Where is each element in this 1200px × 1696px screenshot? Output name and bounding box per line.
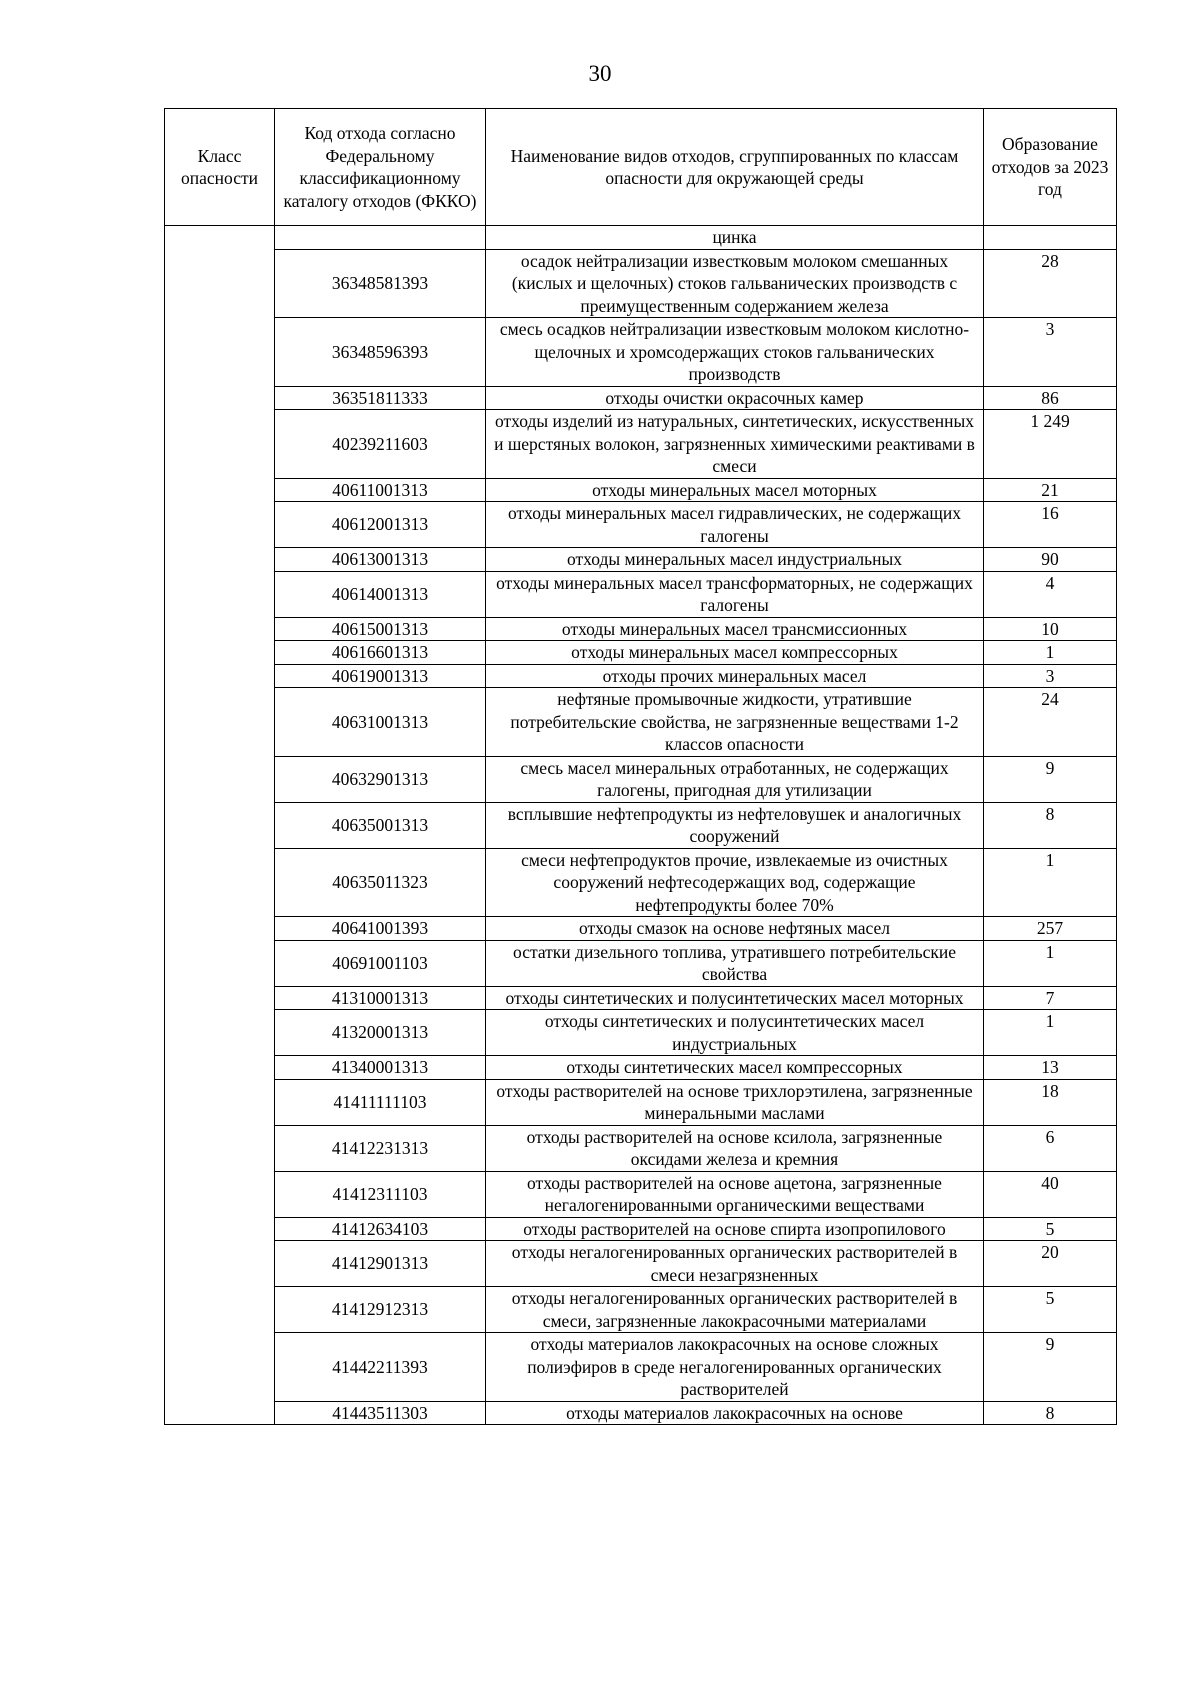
waste-code-cell: 40613001313 <box>275 548 486 572</box>
waste-quantity-cell: 28 <box>984 249 1117 318</box>
waste-quantity-cell: 24 <box>984 688 1117 757</box>
waste-code-cell <box>275 226 486 250</box>
waste-quantity-cell: 1 <box>984 848 1117 917</box>
waste-name-cell: отходы минеральных масел гидравлических, не содержащих галогены <box>486 502 984 548</box>
waste-code-cell: 36348581393 <box>275 249 486 318</box>
waste-name-cell: отходы очистки окрасочных камер <box>486 386 984 410</box>
waste-name-cell: смеси нефтепродуктов прочие, извлекаемые из очистных сооружений нефтесодержащих вод, содержащие нефтепродукты более 70% <box>486 848 984 917</box>
waste-quantity-cell <box>984 226 1117 250</box>
waste-quantity-cell: 257 <box>984 917 1117 941</box>
waste-name-cell: отходы минеральных масел моторных <box>486 478 984 502</box>
waste-quantity-cell: 16 <box>984 502 1117 548</box>
waste-quantity-cell: 3 <box>984 664 1117 688</box>
waste-quantity-cell: 18 <box>984 1079 1117 1125</box>
waste-code-cell: 40691001103 <box>275 940 486 986</box>
waste-name-cell: отходы синтетических и полусинтетических масел индустриальных <box>486 1010 984 1056</box>
waste-name-cell: отходы смазок на основе нефтяных масел <box>486 917 984 941</box>
waste-quantity-cell: 21 <box>984 478 1117 502</box>
waste-code-cell: 41340001313 <box>275 1056 486 1080</box>
waste-code-cell: 41320001313 <box>275 1010 486 1056</box>
table-body <box>165 226 1117 1425</box>
table-row <box>165 917 1117 941</box>
table-row <box>165 1241 1117 1287</box>
header-hazard-class: Класс опасности <box>165 109 275 226</box>
waste-quantity-cell: 86 <box>984 386 1117 410</box>
waste-name-cell: отходы прочих минеральных масел <box>486 664 984 688</box>
table-row <box>165 641 1117 665</box>
waste-name-cell: цинка <box>486 226 984 250</box>
waste-code-cell: 40615001313 <box>275 617 486 641</box>
waste-quantity-cell: 10 <box>984 617 1117 641</box>
table-row <box>165 1401 1117 1425</box>
waste-quantity-cell: 1 249 <box>984 410 1117 479</box>
waste-name-cell: смесь масел минеральных отработанных, не содержащих галогены, пригодная для утилизации <box>486 756 984 802</box>
waste-name-cell: смесь осадков нейтрализации известковым молоком кислотно-щелочных и хромсодержащих стоков гальванических производств <box>486 318 984 387</box>
waste-name-cell: отходы материалов лакокрасочных на основе <box>486 1401 984 1425</box>
waste-name-cell: отходы минеральных масел трансформаторных, не содержащих галогены <box>486 571 984 617</box>
table-row <box>165 478 1117 502</box>
table-row <box>165 548 1117 572</box>
waste-code-cell: 40616601313 <box>275 641 486 665</box>
waste-code-cell: 40635011323 <box>275 848 486 917</box>
waste-quantity-cell: 5 <box>984 1287 1117 1333</box>
waste-code-cell: 41412901313 <box>275 1241 486 1287</box>
waste-code-cell: 41412231313 <box>275 1125 486 1171</box>
waste-quantity-cell: 8 <box>984 802 1117 848</box>
waste-code-cell: 40619001313 <box>275 664 486 688</box>
waste-code-cell: 41443511303 <box>275 1401 486 1425</box>
waste-name-cell: остатки дизельного топлива, утратившего потребительские свойства <box>486 940 984 986</box>
waste-name-cell: отходы растворителей на основе ацетона, загрязненные негалогенированными органическими веществами <box>486 1171 984 1217</box>
waste-name-cell: отходы синтетических масел компрессорных <box>486 1056 984 1080</box>
table-row <box>165 688 1117 757</box>
table-header-row <box>165 109 1117 226</box>
waste-name-cell: отходы материалов лакокрасочных на основе сложных полиэфиров в среде негалогенированных органических растворителей <box>486 1333 984 1402</box>
table-row <box>165 756 1117 802</box>
table-row <box>165 502 1117 548</box>
waste-quantity-cell: 7 <box>984 986 1117 1010</box>
table-row <box>165 386 1117 410</box>
table-row <box>165 1079 1117 1125</box>
waste-name-cell: всплывшие нефтепродукты из нефтеловушек и аналогичных сооружений <box>486 802 984 848</box>
waste-quantity-cell: 1 <box>984 1010 1117 1056</box>
waste-name-cell: отходы растворителей на основе спирта изопропилового <box>486 1217 984 1241</box>
waste-code-cell: 40239211603 <box>275 410 486 479</box>
table-row <box>165 1056 1117 1080</box>
waste-name-cell: отходы минеральных масел трансмиссионных <box>486 617 984 641</box>
waste-code-cell: 40641001393 <box>275 917 486 941</box>
table-row <box>165 1217 1117 1241</box>
waste-code-cell: 40635001313 <box>275 802 486 848</box>
waste-code-cell: 41442211393 <box>275 1333 486 1402</box>
waste-quantity-cell: 8 <box>984 1401 1117 1425</box>
waste-code-cell: 40631001313 <box>275 688 486 757</box>
table-row <box>165 226 1117 250</box>
table-row <box>165 1171 1117 1217</box>
waste-name-cell: отходы растворителей на основе трихлорэтилена, загрязненные минеральными маслами <box>486 1079 984 1125</box>
table-row <box>165 1287 1117 1333</box>
waste-name-cell: отходы негалогенированных органических растворителей в смеси незагрязненных <box>486 1241 984 1287</box>
table-row <box>165 664 1117 688</box>
waste-quantity-cell: 20 <box>984 1241 1117 1287</box>
waste-code-cell: 41310001313 <box>275 986 486 1010</box>
waste-name-cell: отходы изделий из натуральных, синтетических, искусственных и шерстяных волокон, загрязненных химическими реактивами в смеси <box>486 410 984 479</box>
waste-name-cell: отходы синтетических и полусинтетических масел моторных <box>486 986 984 1010</box>
waste-name-cell: отходы негалогенированных органических растворителей в смеси, загрязненные лакокрасочными материалами <box>486 1287 984 1333</box>
waste-code-cell: 40614001313 <box>275 571 486 617</box>
header-waste-name: Наименование видов отходов, сгруппированных по классам опасности для окружающей среды <box>486 109 984 226</box>
waste-quantity-cell: 1 <box>984 940 1117 986</box>
hazard-class-cell <box>165 226 275 1425</box>
waste-quantity-cell: 13 <box>984 1056 1117 1080</box>
waste-name-cell: нефтяные промывочные жидкости, утратившие потребительские свойства, не загрязненные веществами 1-2 классов опасности <box>486 688 984 757</box>
waste-code-cell: 40611001313 <box>275 478 486 502</box>
waste-quantity-cell: 3 <box>984 318 1117 387</box>
table-row <box>165 249 1117 318</box>
header-waste-generation-2023: Образование отходов за 2023 год <box>984 109 1117 226</box>
waste-code-cell: 40612001313 <box>275 502 486 548</box>
table-row <box>165 617 1117 641</box>
waste-table <box>164 108 1117 1425</box>
table-row <box>165 848 1117 917</box>
waste-name-cell: отходы растворителей на основе ксилола, загрязненные оксидами железа и кремния <box>486 1125 984 1171</box>
waste-quantity-cell: 90 <box>984 548 1117 572</box>
waste-code-cell: 41412634103 <box>275 1217 486 1241</box>
waste-quantity-cell: 4 <box>984 571 1117 617</box>
waste-name-cell: осадок нейтрализации известковым молоком смешанных (кислых и щелочных) стоков гальванических производств с преимущественным содержанием железа <box>486 249 984 318</box>
waste-quantity-cell: 9 <box>984 756 1117 802</box>
waste-code-cell: 41412912313 <box>275 1287 486 1333</box>
waste-quantity-cell: 9 <box>984 1333 1117 1402</box>
page-number: 30 <box>588 61 612 86</box>
table-row <box>165 802 1117 848</box>
waste-code-cell: 36348596393 <box>275 318 486 387</box>
waste-code-cell: 36351811333 <box>275 386 486 410</box>
table-row <box>165 1125 1117 1171</box>
waste-quantity-cell: 1 <box>984 641 1117 665</box>
table-row <box>165 318 1117 387</box>
waste-quantity-cell: 5 <box>984 1217 1117 1241</box>
waste-quantity-cell: 40 <box>984 1171 1117 1217</box>
table-row <box>165 410 1117 479</box>
table-row <box>165 940 1117 986</box>
waste-name-cell: отходы минеральных масел компрессорных <box>486 641 984 665</box>
table-row <box>165 571 1117 617</box>
waste-name-cell: отходы минеральных масел индустриальных <box>486 548 984 572</box>
waste-quantity-cell: 6 <box>984 1125 1117 1171</box>
waste-code-cell: 41412311103 <box>275 1171 486 1217</box>
header-fkko-code: Код отхода согласно Федеральному классификационному каталогу отходов (ФККО) <box>275 109 486 226</box>
table-row <box>165 1333 1117 1402</box>
table-row <box>165 1010 1117 1056</box>
table-row <box>165 986 1117 1010</box>
waste-code-cell: 41411111103 <box>275 1079 486 1125</box>
waste-code-cell: 40632901313 <box>275 756 486 802</box>
